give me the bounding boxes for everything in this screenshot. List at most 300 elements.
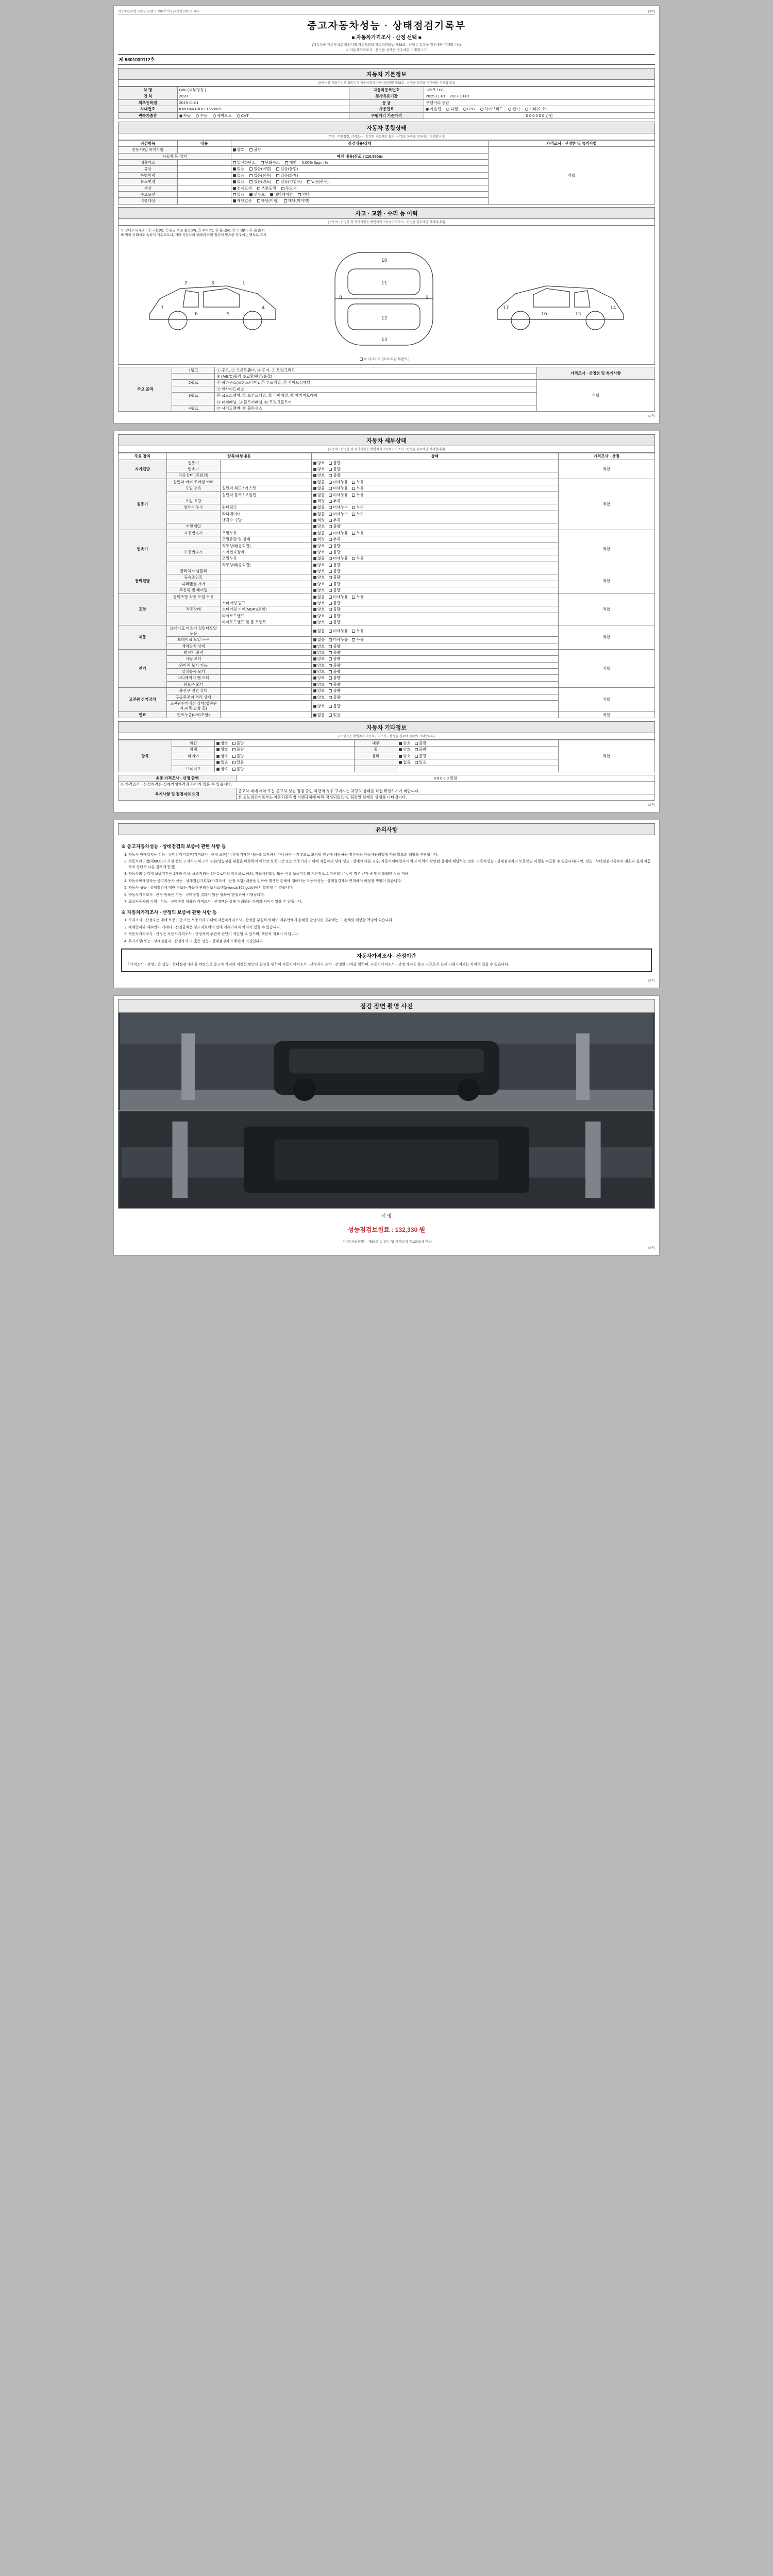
detail-assessment-note: 적합: [558, 594, 654, 625]
checkbox-option-other[interactable]: [298, 193, 301, 196]
checkbox-status[interactable]: [329, 564, 332, 567]
detail-status-options[interactable]: [311, 688, 558, 694]
accident-note-value: 적합: [536, 380, 654, 412]
checkbox-status[interactable]: [313, 683, 316, 686]
checkbox-status[interactable]: [329, 615, 332, 618]
checkbox-status[interactable]: [313, 589, 316, 592]
checkbox-status[interactable]: [329, 570, 332, 573]
detail-status-options[interactable]: [311, 662, 558, 668]
checkbox-status[interactable]: [352, 513, 355, 516]
option-label: 불량: [236, 747, 244, 752]
checkbox-status[interactable]: [399, 748, 402, 751]
option-label: 있음: [236, 760, 244, 765]
detail-status-options[interactable]: [311, 498, 558, 504]
detail-status-options[interactable]: [311, 594, 558, 600]
checkbox-status[interactable]: [329, 513, 332, 516]
svg-text:13: 13: [381, 337, 388, 343]
option-label: 불량: [333, 694, 341, 700]
table-row: [119, 740, 655, 747]
detail-subitem-label: 오일유량 및 상태: [220, 536, 311, 543]
checkbox-co[interactable]: [233, 161, 236, 164]
checkbox-status[interactable]: [329, 608, 332, 611]
checkbox-status[interactable]: [216, 748, 220, 751]
other-item-options[interactable]: [397, 753, 558, 759]
value-fuel-options[interactable]: [424, 106, 655, 112]
svg-text:12: 12: [381, 315, 388, 321]
checkbox-status[interactable]: [313, 545, 316, 548]
checkbox-status[interactable]: [313, 621, 316, 624]
detail-item-label: 와이퍼 모터 기능: [166, 662, 220, 668]
checkbox-status[interactable]: [313, 596, 316, 599]
detail-status-options[interactable]: [311, 555, 558, 562]
radio-trans-cvt[interactable]: [237, 114, 240, 117]
option-label: 양호: [317, 669, 325, 674]
checkbox-status[interactable]: [352, 630, 355, 633]
option-label: 누유: [356, 492, 364, 497]
detail-status-options[interactable]: [311, 517, 558, 523]
detail-status-options[interactable]: [311, 613, 558, 619]
detail-subitem-label: [220, 637, 311, 643]
detail-status-options[interactable]: [311, 649, 558, 655]
col-header-note: 가격조사 · 산정한 및 특기사항: [489, 140, 655, 146]
detail-item-label: [166, 492, 220, 498]
notice-item: 2. 자동차관리법(제58조)가 거짓 정보 고지거나 미고지 경우(성능점검 내용을 비롯하여 이력의 보증기간 또는 보증거리 이내에 자동차의 상태 성능 · 상태가 다른 경우, 자동차매매업자가 하자 이력이 확인된 상태에 해당하는 경우, 자동차성능 · 상태점검자의 보증책임 이행을 수급한 수 있습니다(다만, 성능 · 상태점검기록부의 내용과 실제 자동차의 상태가 다른 경우에 한정).: [128, 859, 652, 870]
signature-label: 서 명: [381, 1213, 392, 1218]
option-label: 없음: [317, 479, 325, 484]
checkbox-special-flood[interactable]: [249, 174, 253, 177]
checkbox-status[interactable]: [352, 557, 355, 560]
checkbox-tuning-illegal[interactable]: [276, 167, 279, 171]
radio-fuel-hybrid[interactable]: [480, 108, 483, 111]
checkbox-status[interactable]: [313, 557, 316, 560]
option-label: 양호: [317, 562, 325, 567]
option-label: 내비게이션: [274, 192, 293, 197]
checkbox-status[interactable]: [329, 462, 332, 465]
detail-subitem-label: 스티어링 기어(MDPS포함): [220, 606, 311, 613]
detail-subitem-label: 실린더 블록 / 오일팬: [220, 492, 311, 498]
detail-status-options[interactable]: [311, 574, 558, 581]
checkbox-status[interactable]: [313, 645, 316, 648]
detail-item-label: 연료누출(LPG포함): [166, 711, 220, 718]
checkbox-status[interactable]: [352, 487, 355, 490]
checkbox-usechange-gov[interactable]: [307, 180, 310, 183]
checkbox-status[interactable]: [313, 714, 316, 717]
checkbox-recall-pending[interactable]: [284, 199, 287, 202]
other-item-label: 광택: [172, 747, 215, 753]
checkbox-status[interactable]: [329, 596, 332, 599]
option-label: 해당없음: [237, 198, 252, 204]
detail-status-options[interactable]: [311, 485, 558, 492]
checkbox-usechange-rent[interactable]: [249, 180, 253, 183]
checkbox-status[interactable]: [329, 589, 332, 592]
checkbox-status[interactable]: [313, 494, 316, 497]
option-label: 미세누유: [333, 629, 348, 634]
other-item-options[interactable]: [215, 753, 355, 759]
checkbox-status[interactable]: [313, 689, 316, 692]
checkbox-status[interactable]: [313, 696, 316, 699]
checkbox-status[interactable]: [232, 761, 236, 764]
checkbox-status[interactable]: [313, 583, 316, 586]
detail-status-options[interactable]: [311, 643, 558, 649]
radio-trans-manual[interactable]: [196, 114, 199, 117]
checkbox-status[interactable]: [415, 742, 418, 745]
checkbox-option-none[interactable]: [233, 193, 236, 196]
checkbox-recall-na[interactable]: [233, 199, 236, 202]
checkbox-status[interactable]: [329, 645, 332, 648]
checkbox-color-partial[interactable]: [257, 187, 260, 190]
checkbox-status[interactable]: [313, 532, 316, 535]
checkbox-option-sunroof[interactable]: [249, 193, 253, 196]
other-item-options[interactable]: [215, 766, 355, 772]
final-price-digits: 0 0 0 0 0 만원: [237, 775, 655, 781]
checkbox-status[interactable]: [399, 755, 402, 758]
detail-status-options[interactable]: [311, 681, 558, 687]
checkbox-status[interactable]: [313, 705, 316, 708]
detail-item-label: 원동기: [166, 460, 220, 466]
option-label: 양호: [317, 543, 325, 548]
checkbox-status[interactable]: [329, 551, 332, 554]
checkbox-status[interactable]: [329, 494, 332, 497]
checkbox-status[interactable]: [329, 487, 332, 490]
detail-subitem-label: [220, 498, 311, 504]
detail-item-label: 커먼레일: [166, 523, 220, 530]
detail-status-options[interactable]: [311, 619, 558, 625]
detail-status-options[interactable]: [311, 543, 558, 549]
checkbox-status[interactable]: [352, 506, 355, 509]
option-label: 양호: [317, 467, 325, 471]
option-label: 불량: [333, 607, 341, 612]
checkbox-status[interactable]: [216, 761, 220, 764]
checkbox-status[interactable]: [313, 487, 316, 490]
detail-status-options[interactable]: [311, 504, 558, 511]
checkbox-status[interactable]: [329, 506, 332, 509]
option-label: 양호: [317, 650, 325, 655]
value-trans-options[interactable]: [177, 112, 349, 118]
checkbox-status[interactable]: [216, 755, 220, 758]
rank-value: ⑭ 대쉬패널, ⑮ 플로어패널, ⑯ 트렁크플로어: [215, 399, 537, 405]
detail-group-name: 조향: [119, 594, 167, 625]
col-header-priceassess: 가격조사 · 산정: [558, 453, 654, 460]
checkbox-usechange-biz[interactable]: [276, 180, 279, 183]
detail-item-label: [166, 536, 220, 543]
detail-subitem-label: [220, 574, 311, 581]
checkbox-status[interactable]: [313, 474, 316, 477]
checkbox-status[interactable]: [329, 525, 332, 528]
checkbox-status[interactable]: [352, 638, 355, 641]
checkbox-bad[interactable]: [249, 148, 253, 151]
detail-status-options[interactable]: [311, 637, 558, 643]
checkbox-status[interactable]: [329, 630, 332, 633]
checkbox-status[interactable]: [329, 683, 332, 686]
checkbox-status[interactable]: [329, 519, 332, 522]
checkbox-status[interactable]: [329, 621, 332, 624]
checkbox-status[interactable]: [313, 638, 316, 641]
option-label: 불량: [333, 575, 341, 580]
overall-row-opts[interactable]: [231, 198, 489, 204]
option-label: 미세누유: [333, 486, 348, 491]
checkbox-status[interactable]: [329, 481, 332, 484]
overall-row-opts[interactable]: [231, 166, 489, 172]
checkbox-status[interactable]: [329, 583, 332, 586]
overall-note-cell: 적합: [489, 147, 655, 204]
checkbox-status[interactable]: [329, 689, 332, 692]
detail-status-options[interactable]: [311, 568, 558, 574]
overall-row-cat: 주요옵션: [119, 191, 178, 197]
definition-box: [121, 948, 652, 972]
checkbox-option-navi[interactable]: [270, 193, 273, 196]
checkbox-tuning-legal[interactable]: [249, 167, 253, 171]
checkbox-status[interactable]: [329, 545, 332, 548]
checkbox-status[interactable]: [313, 651, 316, 654]
checkbox-good[interactable]: [233, 148, 236, 151]
checkbox-status[interactable]: [329, 538, 332, 541]
checkbox-status[interactable]: [313, 657, 316, 660]
option-label: 양호: [317, 581, 325, 586]
checkbox-status[interactable]: [415, 761, 418, 764]
checkbox-status[interactable]: [352, 494, 355, 497]
option-label: 양호: [317, 688, 325, 693]
car-diagram: [121, 237, 652, 355]
option-label: 적정: [317, 518, 325, 522]
option-label: 없음: [317, 629, 325, 634]
overall-row-opts[interactable]: [231, 160, 489, 166]
checkbox-status[interactable]: [313, 551, 316, 554]
checkbox-status[interactable]: [313, 513, 316, 516]
detail-status-options[interactable]: [311, 587, 558, 594]
detail-item-label: 윈도우 모터: [166, 681, 220, 687]
option-label: 누유: [356, 629, 364, 634]
checkbox-status[interactable]: [329, 714, 332, 717]
checkbox-status[interactable]: [313, 506, 316, 509]
checkbox-color-full[interactable]: [233, 187, 236, 190]
checkbox-status[interactable]: [399, 761, 402, 764]
option-label: 불량: [333, 543, 341, 548]
checkbox-status[interactable]: [352, 532, 355, 535]
section-accident-subnote: (자동차 · 산정한 및 특기사항은 확인지적 자동차가격조사 · 산정을 경우에만 기재합니다): [118, 219, 655, 226]
checkbox-status[interactable]: [329, 651, 332, 654]
checkbox-status[interactable]: [329, 468, 332, 471]
checkbox-status[interactable]: [329, 657, 332, 660]
checkbox-status[interactable]: [313, 576, 316, 579]
checkbox-status[interactable]: [329, 602, 332, 605]
detail-status-options[interactable]: [311, 472, 558, 479]
detail-status-options[interactable]: [311, 675, 558, 681]
radio-fuel-diesel[interactable]: [446, 108, 449, 111]
option-label: 부족: [333, 537, 341, 542]
checkbox-exterior[interactable]: [360, 358, 363, 361]
detail-status-options[interactable]: [311, 600, 558, 606]
checkbox-status[interactable]: [216, 742, 220, 745]
option-label: 양호: [221, 753, 228, 758]
table-row: [119, 367, 655, 373]
checkbox-status[interactable]: [313, 538, 316, 541]
photo-illustration-underbody: [119, 1111, 654, 1208]
overall-row-opts[interactable]: [231, 185, 489, 191]
detail-status-options[interactable]: [311, 523, 558, 530]
checkbox-status[interactable]: [313, 676, 316, 680]
checkbox-status[interactable]: [232, 755, 236, 758]
detail-status-options[interactable]: [311, 581, 558, 587]
checkbox-hc[interactable]: [261, 161, 264, 164]
detail-group-name: 제동: [119, 625, 167, 650]
other-item-options[interactable]: [397, 740, 558, 747]
option-label: 누유: [356, 486, 364, 491]
option-label: 없음: [317, 556, 325, 561]
checkbox-status[interactable]: [313, 615, 316, 618]
detail-subitem-label: [220, 479, 311, 485]
fee-label: 성능점검보험료 :: [347, 1226, 394, 1233]
detail-status-options[interactable]: [311, 530, 558, 536]
detail-status-options[interactable]: [311, 606, 558, 613]
detail-status-options[interactable]: [311, 669, 558, 675]
col-header-subitem: 항목/세부내용: [166, 453, 311, 460]
checkbox-status[interactable]: [329, 676, 332, 680]
checkbox-special-fire[interactable]: [276, 174, 279, 177]
checkbox-status[interactable]: [329, 557, 332, 560]
checkbox-special-none[interactable]: [233, 174, 236, 177]
checkbox-status[interactable]: [329, 696, 332, 699]
other-item-options[interactable]: [215, 747, 355, 753]
option-label: 누유: [356, 637, 364, 642]
detail-item-label: [166, 555, 220, 562]
checkbox-status[interactable]: [352, 481, 355, 484]
checkbox-status[interactable]: [329, 576, 332, 579]
checkbox-status[interactable]: [313, 664, 316, 667]
other-item-options[interactable]: [397, 759, 558, 766]
detail-subitem-label: [220, 472, 311, 479]
detail-item-label: 디퍼렌셜 기어: [166, 581, 220, 587]
detail-subitem-label: [220, 688, 311, 694]
label-year: 연 식: [119, 93, 178, 99]
detail-status-options[interactable]: [311, 562, 558, 568]
detail-status-options[interactable]: [311, 460, 558, 466]
other-item-options[interactable]: [215, 759, 355, 766]
option-label: 선루프: [254, 192, 265, 197]
checkbox-status[interactable]: [232, 768, 236, 771]
detail-status-options[interactable]: [311, 711, 558, 718]
detail-item-label: 구동축전지 격리 상태: [166, 694, 220, 700]
other-item-options[interactable]: [215, 740, 355, 747]
option-label: 양호: [317, 643, 325, 649]
notice-item: 5. 자동차 성능 · 상태점검에 대한 정보는 자동차 관리정보시스템(www.car365.go.kr)에서 확인할 수 있습니다.: [128, 886, 652, 891]
checkbox-tuning-none[interactable]: [233, 167, 236, 171]
checkbox-status[interactable]: [415, 755, 418, 758]
radio-trans-auto[interactable]: [179, 114, 182, 117]
option-label: 불량: [333, 688, 341, 693]
checkbox-status[interactable]: [216, 768, 220, 771]
radio-trans-semiauto[interactable]: [213, 114, 216, 117]
other-item-options[interactable]: [397, 747, 558, 753]
detail-subitem-label: 스티어링 펌프: [220, 600, 311, 606]
radio-fuel-lpg[interactable]: [463, 108, 466, 111]
checkbox-status[interactable]: [313, 602, 316, 605]
emission-values: 0.00% 5ppm %: [301, 160, 328, 165]
detail-assessment-note: 적합: [558, 479, 654, 530]
checkbox-status[interactable]: [313, 608, 316, 611]
svg-text:11: 11: [381, 280, 388, 286]
option-label: 없음: [317, 492, 325, 497]
table-row: [119, 788, 655, 794]
checkbox-status[interactable]: [329, 532, 332, 535]
svg-text:2: 2: [184, 280, 188, 286]
option-label: 있음(화재): [280, 173, 298, 178]
radio-fuel-other[interactable]: [525, 108, 528, 111]
checkbox-status[interactable]: [415, 748, 418, 751]
notice-item: 6. 자동차가격조사 · 산정 항목은 성능 · 상태점검 결과가 있는 항목에 한정하여 기재됩니다.: [128, 893, 652, 899]
col-header-state: 점검내용/상태: [231, 140, 489, 146]
detail-group-name: 고전원 전기장치: [119, 688, 167, 712]
checkbox-status[interactable]: [313, 481, 316, 484]
detail-status-options[interactable]: [311, 536, 558, 543]
radio-fuel-gasoline[interactable]: [426, 108, 429, 111]
checkbox-status[interactable]: [313, 570, 316, 573]
checkbox-status[interactable]: [329, 670, 332, 673]
table-row: [119, 147, 655, 153]
checkbox-usechange-none[interactable]: [233, 180, 236, 183]
overall-row-opts[interactable]: [231, 179, 489, 185]
checkbox-status[interactable]: [329, 500, 332, 503]
checkbox-status[interactable]: [313, 525, 316, 528]
other-item-options[interactable]: [397, 766, 558, 772]
option-label: 양호: [317, 675, 325, 681]
detail-status-options[interactable]: [311, 511, 558, 517]
detail-status-options[interactable]: [311, 479, 558, 485]
checkbox-status[interactable]: [329, 638, 332, 641]
detail-item-label: [166, 613, 220, 619]
checkbox-status[interactable]: [329, 705, 332, 708]
checkbox-status[interactable]: [232, 742, 236, 745]
overall-row-opts[interactable]: [231, 147, 489, 153]
checkbox-color-none[interactable]: [281, 187, 284, 190]
detail-subitem-label: [220, 700, 311, 711]
checkbox-status[interactable]: [313, 462, 316, 465]
table-row: [119, 99, 655, 106]
checkbox-recall-done[interactable]: [257, 199, 260, 202]
value-reg-no: 122우7111: [424, 87, 655, 93]
detail-status-options[interactable]: [311, 549, 558, 555]
option-label: 부족: [333, 498, 341, 503]
detail-subitem-label: [220, 460, 311, 466]
notice-item: 3. 자동차의 점검에 보증기간은 1개월 이상, 보증거리는 2천킬로미터 이상으로 하되, 자동차인도일 또는 서류 보증기간의 기산점으로 기산합니다. 이 경우 양자 중 먼저 도래한 것을 적용.: [128, 872, 652, 877]
checkbox-smoke[interactable]: [285, 161, 288, 164]
detail-status-options[interactable]: [311, 466, 558, 472]
other-item-label: 유리: [355, 753, 397, 759]
detail-status-options[interactable]: [311, 492, 558, 498]
photo-illustration-front: [119, 1013, 654, 1110]
overall-row-opts[interactable]: [231, 191, 489, 197]
checkbox-status[interactable]: [313, 564, 316, 567]
radio-fuel-ev[interactable]: [508, 108, 511, 111]
checkbox-status[interactable]: [313, 670, 316, 673]
detail-status-options[interactable]: [311, 625, 558, 637]
checkbox-status[interactable]: [313, 519, 316, 522]
svg-text:10: 10: [381, 258, 388, 263]
checkbox-status[interactable]: [399, 742, 402, 745]
checkbox-status[interactable]: [352, 596, 355, 599]
checkbox-status[interactable]: [329, 474, 332, 477]
detail-status-options[interactable]: [311, 694, 558, 700]
checkbox-status[interactable]: [313, 500, 316, 503]
checkbox-status[interactable]: [232, 748, 236, 751]
detail-status-options[interactable]: [311, 700, 558, 711]
checkbox-status[interactable]: [329, 664, 332, 667]
table-row: [119, 649, 655, 655]
checkbox-status[interactable]: [313, 468, 316, 471]
checkbox-status[interactable]: [313, 630, 316, 633]
overall-row-opts[interactable]: [231, 172, 489, 178]
detail-status-options[interactable]: [311, 656, 558, 662]
detail-subitem-label: [220, 568, 311, 574]
